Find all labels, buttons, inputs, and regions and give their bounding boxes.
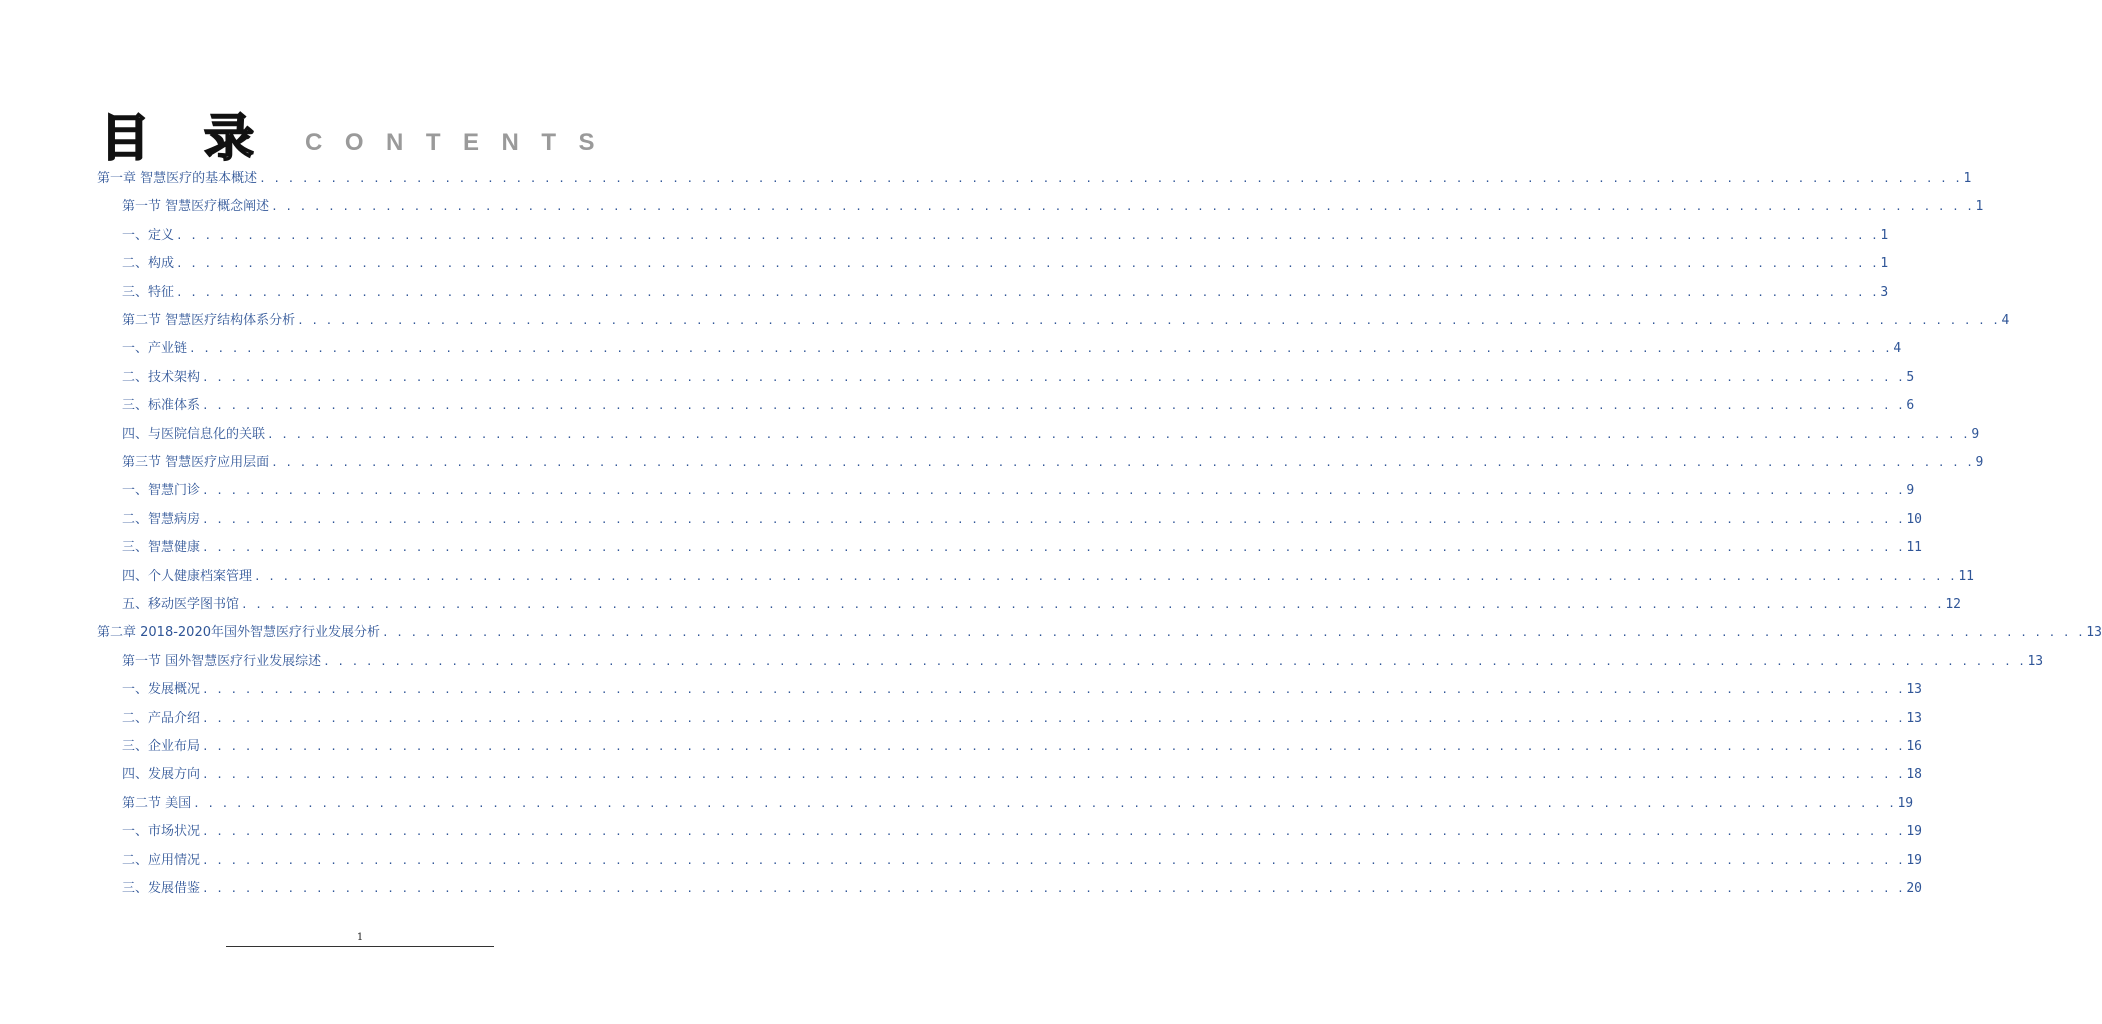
toc-entry-page: 4 [2001,313,2010,328]
toc-entry-label: 一、发展概况 [122,682,201,698]
toc-entry-page: 16 [1906,739,1922,754]
toc-entry-label: 二、产品介绍 [122,710,201,726]
toc-entry-page: 20 [1906,881,1922,896]
toc-entry[interactable] [122,535,1922,561]
toc-dot-leader: . . . . . . . . . . . . . . . . . . . . . . . . . . . . . . . . . . . . . . . . . . . . . . . . . . . . . . . . . . . . . . . . . . . . . . . . . . . . . . . . . . . . . . . . . . . . . . . . . . . . . . . . . . . . . . . . . . . . . . . . [202,825,1905,839]
toc-entry[interactable] [122,507,1922,533]
toc-entry-page: 13 [2086,625,2102,641]
toc-heading [100,108,620,168]
toc-entry-page: 9 [1971,426,1980,442]
toc-entry-page: 9 [1906,483,1915,499]
toc-entry-page: 19 [1906,824,1922,840]
toc-entry-label: 三、特征 [122,284,175,300]
toc-entry[interactable] [122,393,1915,419]
toc-entry-label: 三、企业布局 [122,739,201,754]
heading-char-mu: 目 [100,109,150,167]
toc-dot-leader: . . . . . . . . . . . . . . . . . . . . . . . . . . . . . . . . . . . . . . . . . . . . . . . . . . . . . . . . . . . . . . . . . . . . . . . . . . . . . . . . . . . . . . . . . . . . . . . . . . . . . . . . . . . . . . . . . . . . . . . . [202,882,1905,895]
toc-entry-label: 第一节 智慧医疗概念阐述 [122,199,270,215]
toc-entry-label: 一、市场状况 [122,824,201,840]
toc-entry[interactable] [122,336,1902,362]
toc-entry[interactable] [122,706,1922,732]
toc-entry-label: 第二节 美国 [122,795,192,811]
toc-entry-page: 3 [1880,284,1889,300]
toc-dot-leader: . . . . . . . . . . . . . . . . . . . . . . . . . . . . . . . . . . . . . . . . . . . . . . . . . . . . . . . . . . . . . . . . . . . . . . . . . . . . . . . . . . . . . . . . . . . . . . . . . . . . . . . . . . . . . . . . . . . . . . . . [259,172,1962,185]
heading-char-lu: 录 [204,109,254,167]
toc-entry[interactable] [122,308,2010,334]
toc-dot-leader: . . . . . . . . . . . . . . . . . . . . . . . . . . . . . . . . . . . . . . . . . . . . . . . . . . . . . . . . . . . . . . . . . . . . . . . . . . . . . . . . . . . . . . . . . . . . . . . . . . . . . . . . . . . . . . . . . . . . . . . . [202,740,1905,753]
toc-dot-leader: . . . . . . . . . . . . . . . . . . . . . . . . . . . . . . . . . . . . . . . . . . . . . . . . . . . . . . . . . . . . . . . . . . . . . . . . . . . . . . . . . . . . . . . . . . . . . . . . . . . . . . . . . . . . . . . . . . . . . . . . [254,569,1957,583]
page-number: 1 [356,932,364,943]
toc-entry-page: 9 [1975,455,1984,470]
toc-dot-leader: . . . . . . . . . . . . . . . . . . . . . . . . . . . . . . . . . . . . . . . . . . . . . . . . . . . . . . . . . . . . . . . . . . . . . . . . . . . . . . . . . . . . . . . . . . . . . . . . . . . . . . . . . . . . . . . . . . . . . . . . [202,711,1905,725]
toc-entry-page: 5 [1906,369,1915,385]
toc-entry-page: 6 [1906,398,1915,414]
toc-entry-page: 11 [1906,540,1922,556]
toc-entry[interactable] [122,194,1984,220]
toc-entry-page: 4 [1893,341,1902,357]
toc-dot-leader: . . . . . . . . . . . . . . . . . . . . . . . . . . . . . . . . . . . . . . . . . . . . . . . . . . . . . . . . . . . . . . . . . . . . . . . . . . . . . . . . . . . . . . . . . . . . . . . . . . . . . . . . . . . . . . . . . . . . . . . . [202,484,1905,498]
toc-dot-leader: . . . . . . . . . . . . . . . . . . . . . . . . . . . . . . . . . . . . . . . . . . . . . . . . . . . . . . . . . . . . . . . . . . . . . . . . . . . . . . . . . . . . . . . . . . . . . . . . . . . . . . . . . . . . . . . . . . . . . . . . [267,427,1970,441]
toc-chapter-entry[interactable] [97,166,1972,192]
toc-dot-leader: . . . . . . . . . . . . . . . . . . . . . . . . . . . . . . . . . . . . . . . . . . . . . . . . . . . . . . . . . . . . . . . . . . . . . . . . . . . . . . . . . . . . . . . . . . . . . . . . . . . . . . . . . . . . . . . . . . . . . . . . [189,342,1892,356]
toc-entry-page: 10 [1906,511,1922,527]
toc-dot-leader: . . . . . . . . . . . . . . . . . . . . . . . . . . . . . . . . . . . . . . . . . . . . . . . . . . . . . . . . . . . . . . . . . . . . . . . . . . . . . . . . . . . . . . . . . . . . . . . . . . . . . . . . . . . . . . . . . . . . . . . . [241,598,1944,611]
toc-dot-leader: . . . . . . . . . . . . . . . . . . . . . . . . . . . . . . . . . . . . . . . . . . . . . . . . . . . . . . . . . . . . . . . . . . . . . . . . . . . . . . . . . . . . . . . . . . . . . . . . . . . . . . . . . . . . . . . . . . . . . . . . [323,654,2026,668]
toc-entry[interactable] [122,762,1922,788]
toc-entry[interactable] [122,251,1889,277]
toc-dot-leader: . . . . . . . . . . . . . . . . . . . . . . . . . . . . . . . . . . . . . . . . . . . . . . . . . . . . . . . . . . . . . . . . . . . . . . . . . . . . . . . . . . . . . . . . . . . . . . . . . . . . . . . . . . . . . . . . . . . . . . . . [271,456,1974,469]
toc-dot-leader: . . . . . . . . . . . . . . . . . . . . . . . . . . . . . . . . . . . . . . . . . . . . . . . . . . . . . . . . . . . . . . . . . . . . . . . . . . . . . . . . . . . . . . . . . . . . . . . . . . . . . . . . . . . . . . . . . . . . . . . . [202,541,1905,555]
toc-entry[interactable] [122,819,1922,845]
toc-entry-page: 13 [1906,710,1922,726]
toc-dot-leader: . . . . . . . . . . . . . . . . . . . . . . . . . . . . . . . . . . . . . . . . . . . . . . . . . . . . . . . . . . . . . . . . . . . . . . . . . . . . . . . . . . . . . . . . . . . . . . . . . . . . . . . . . . . . . . . . . . . . . . . . [193,796,1896,810]
toc-entry-label: 一、产业链 [122,341,188,357]
toc-entry-page: 1 [1880,227,1889,243]
toc-entry[interactable] [122,365,1915,391]
toc-dot-leader: . . . . . . . . . . . . . . . . . . . . . . . . . . . . . . . . . . . . . . . . . . . . . . . . . . . . . . . . . . . . . . . . . . . . . . . . . . . . . . . . . . . . . . . . . . . . . . . . . . . . . . . . . . . . . . . . . . . . . . . . [202,512,1905,526]
toc-entry-label: 四、与医院信息化的关联 [122,426,266,442]
toc-entry-page: 1 [1975,199,1984,215]
toc-entry-page: 1 [1963,171,1972,186]
toc-entry-label: 二、构成 [122,256,175,272]
toc-entry-page: 19 [1906,852,1922,868]
toc-entry-label: 五、移动医学图书馆 [122,597,240,612]
footer-rule [226,946,494,947]
toc-dot-leader: . . . . . . . . . . . . . . . . . . . . . . . . . . . . . . . . . . . . . . . . . . . . . . . . . . . . . . . . . . . . . . . . . . . . . . . . . . . . . . . . . . . . . . . . . . . . . . . . . . . . . . . . . . . . . . . . . . . . . . . . [271,200,1974,214]
toc-entry-page: 13 [1906,682,1922,698]
toc-entry-label: 第一章 智慧医疗的基本概述 [97,171,258,186]
toc-entry-page: 13 [2027,653,2044,669]
toc-entry-label: 第二章 2018-2020年国外智慧医疗行业发展分析 [97,625,380,641]
toc-entry-label: 三、智慧健康 [122,540,201,556]
toc-dot-leader: . . . . . . . . . . . . . . . . . . . . . . . . . . . . . . . . . . . . . . . . . . . . . . . . . . . . . . . . . . . . . . . . . . . . . . . . . . . . . . . . . . . . . . . . . . . . . . . . . . . . . . . . . . . . . . . . . . . . . . . . [176,228,1879,242]
toc-entry[interactable] [122,649,2044,675]
toc-entry[interactable] [122,677,1922,703]
toc-dot-leader: . . . . . . . . . . . . . . . . . . . . . . . . . . . . . . . . . . . . . . . . . . . . . . . . . . . . . . . . . . . . . . . . . . . . . . . . . . . . . . . . . . . . . . . . . . . . . . . . . . . . . . . . . . . . . . . . . . . . . . . . [176,257,1879,271]
toc-dot-leader: . . . . . . . . . . . . . . . . . . . . . . . . . . . . . . . . . . . . . . . . . . . . . . . . . . . . . . . . . . . . . . . . . . . . . . . . . . . . . . . . . . . . . . . . . . . . . . . . . . . . . . . . . . . . . . . . . . . . . . . . [382,626,2085,640]
toc-dot-leader: . . . . . . . . . . . . . . . . . . . . . . . . . . . . . . . . . . . . . . . . . . . . . . . . . . . . . . . . . . . . . . . . . . . . . . . . . . . . . . . . . . . . . . . . . . . . . . . . . . . . . . . . . . . . . . . . . . . . . . . . [202,768,1905,782]
toc-entry[interactable] [122,848,1922,874]
toc-entry[interactable] [122,592,1961,618]
toc-entry-page: 12 [1945,597,1961,612]
toc-entry[interactable] [122,450,1984,476]
toc-chapter-entry[interactable] [97,620,2102,646]
toc-entry-page: 11 [1958,568,1974,584]
contents-word: CONTENTS [305,129,617,156]
toc-entry-label: 二、智慧病房 [122,511,201,527]
toc-entry[interactable] [122,791,1914,817]
toc-dot-leader: . . . . . . . . . . . . . . . . . . . . . . . . . . . . . . . . . . . . . . . . . . . . . . . . . . . . . . . . . . . . . . . . . . . . . . . . . . . . . . . . . . . . . . . . . . . . . . . . . . . . . . . . . . . . . . . . . . . . . . . . [202,683,1905,697]
toc-entry[interactable] [122,280,1889,306]
toc-entry-label: 二、应用情况 [122,852,201,868]
toc-dot-leader: . . . . . . . . . . . . . . . . . . . . . . . . . . . . . . . . . . . . . . . . . . . . . . . . . . . . . . . . . . . . . . . . . . . . . . . . . . . . . . . . . . . . . . . . . . . . . . . . . . . . . . . . . . . . . . . . . . . . . . . . [297,314,2000,327]
toc-entry-label: 四、发展方向 [122,767,201,783]
toc-entry-label: 一、定义 [122,227,175,243]
toc-entry-label: 四、个人健康档案管理 [122,568,253,584]
toc-entry[interactable] [122,734,1922,760]
toc-entry[interactable] [122,223,1889,249]
toc-entry-page: 1 [1880,256,1889,272]
toc-dot-leader: . . . . . . . . . . . . . . . . . . . . . . . . . . . . . . . . . . . . . . . . . . . . . . . . . . . . . . . . . . . . . . . . . . . . . . . . . . . . . . . . . . . . . . . . . . . . . . . . . . . . . . . . . . . . . . . . . . . . . . . . [202,853,1905,867]
toc-entry-label: 第三节 智慧医疗应用层面 [122,455,270,470]
toc-entry[interactable] [122,876,1922,902]
toc-entry[interactable] [122,422,1980,448]
toc-entry-label: 一、智慧门诊 [122,483,201,499]
toc-entry-label: 二、技术架构 [122,369,201,385]
toc-dot-leader: . . . . . . . . . . . . . . . . . . . . . . . . . . . . . . . . . . . . . . . . . . . . . . . . . . . . . . . . . . . . . . . . . . . . . . . . . . . . . . . . . . . . . . . . . . . . . . . . . . . . . . . . . . . . . . . . . . . . . . . . [202,370,1905,384]
toc-dot-leader: . . . . . . . . . . . . . . . . . . . . . . . . . . . . . . . . . . . . . . . . . . . . . . . . . . . . . . . . . . . . . . . . . . . . . . . . . . . . . . . . . . . . . . . . . . . . . . . . . . . . . . . . . . . . . . . . . . . . . . . . [202,399,1905,413]
toc-entry[interactable] [122,478,1915,504]
toc-entry-label: 三、发展借鉴 [122,881,201,896]
toc-entry-page: 19 [1897,795,1914,811]
toc-entry[interactable] [122,564,1974,590]
toc-entry-label: 第二节 智慧医疗结构体系分析 [122,313,296,328]
toc-entry-page: 18 [1906,767,1922,783]
toc-entry-label: 三、标准体系 [122,398,201,414]
toc-entry-label: 第一节 国外智慧医疗行业发展综述 [122,653,322,669]
toc-dot-leader: . . . . . . . . . . . . . . . . . . . . . . . . . . . . . . . . . . . . . . . . . . . . . . . . . . . . . . . . . . . . . . . . . . . . . . . . . . . . . . . . . . . . . . . . . . . . . . . . . . . . . . . . . . . . . . . . . . . . . . . . [176,285,1879,299]
